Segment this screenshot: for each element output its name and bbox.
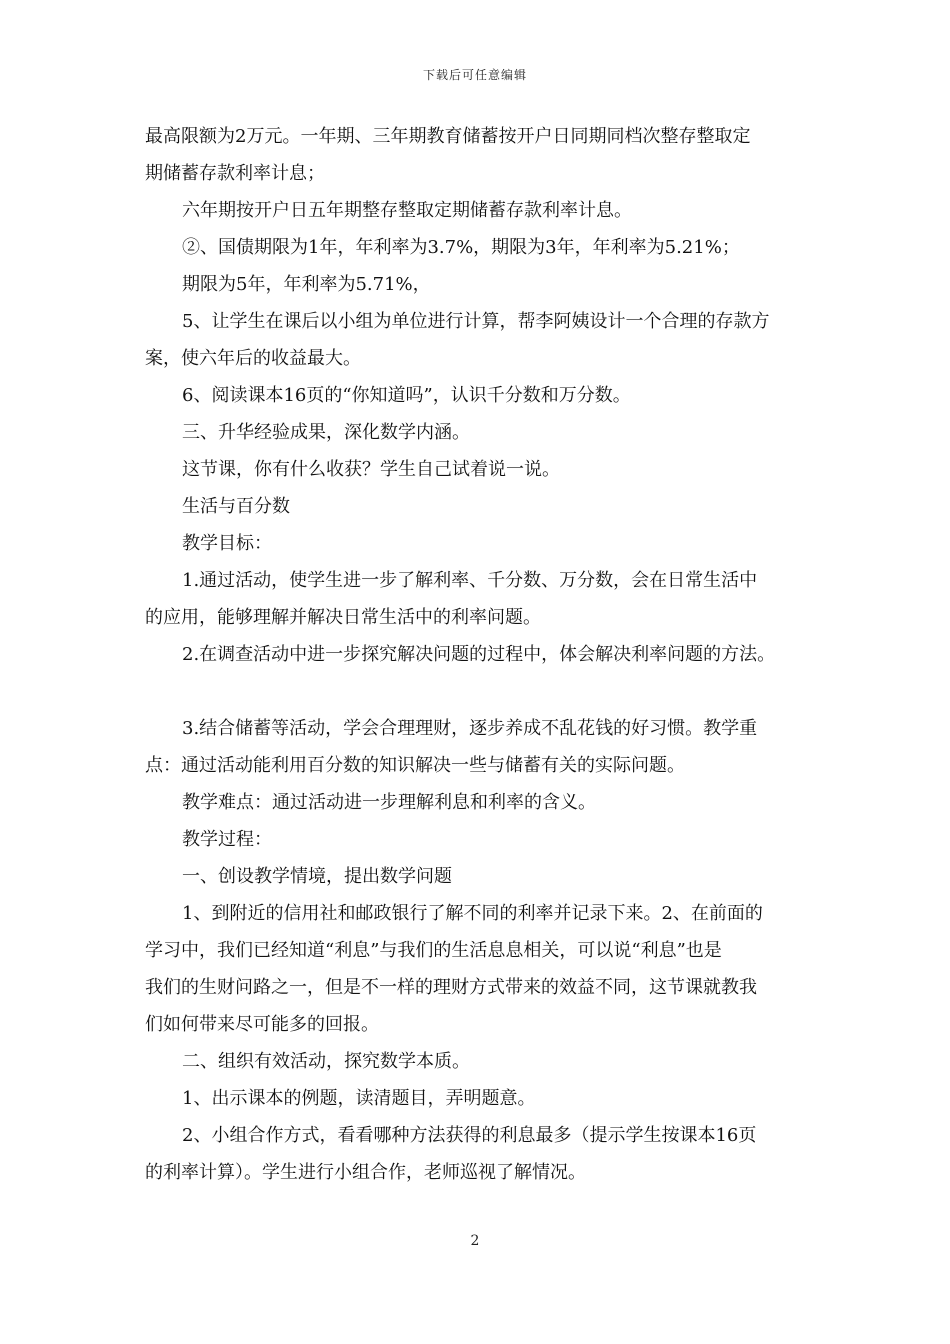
text-line: 期限为5年，年利率为5.71%， xyxy=(182,274,431,295)
section-heading: 三、升华经验成果，深化数学内涵。 xyxy=(182,422,470,443)
text-line: 最高限额为2万元。一年期、三年期教育储蓄按开户日同期同档次整存整取定 xyxy=(145,126,751,147)
text-line: 2.在调查活动中进一步探究解决问题的过程中，体会解决利率问题的方法。 xyxy=(182,644,776,665)
text-line: 们如何带来尽可能多的回报。 xyxy=(145,1014,379,1035)
text-line: 的利率计算）。学生进行小组合作，老师巡视了解情况。 xyxy=(145,1162,586,1183)
text-line: 学习中，我们已经知道“利息”与我们的生活息息相关，可以说“利息”也是 xyxy=(145,940,722,961)
text-line: 点：通过活动能利用百分数的知识解决一些与储蓄有关的实际问题。 xyxy=(145,755,685,776)
text-line: 案，使六年后的收益最大。 xyxy=(145,348,361,369)
text-line: 5、让学生在课后以小组为单位进行计算，帮李阿姨设计一个合理的存款方 xyxy=(182,311,770,332)
blank-line xyxy=(145,673,817,710)
section-heading: 教学过程： xyxy=(182,829,272,850)
text-line: 期储蓄存款利率计息； xyxy=(145,163,325,184)
text-line: ②、国债期限为1年，年利率为3.7%，期限为3年，年利率为5.21%； xyxy=(182,237,740,258)
text-line: 教学难点：通过活动进一步理解利息和利率的含义。 xyxy=(182,792,596,813)
text-line: 1、到附近的信用社和邮政银行了解不同的利率并记录下来。2、在前面的 xyxy=(182,903,763,924)
text-line: 六年期按开户日五年期整存整取定期储蓄存款利率计息。 xyxy=(182,200,632,221)
text-line: 1.通过活动，使学生进一步了解利率、千分数、万分数，会在日常生活中 xyxy=(182,570,758,591)
document-body xyxy=(145,118,817,1191)
text-line: 的应用，能够理解并解决日常生活中的利率问题。 xyxy=(145,607,541,628)
section-heading: 教学目标： xyxy=(182,533,272,554)
text-line: 3.结合储蓄等活动，学会合理理财，逐步养成不乱花钱的好习惯。教学重 xyxy=(182,718,758,739)
page-number: 2 xyxy=(470,1233,480,1249)
text-line: 我们的生财问路之一，但是不一样的理财方式带来的效益不同，这节课就教我 xyxy=(145,977,757,998)
section-heading: 二、组织有效活动，探究数学本质。 xyxy=(182,1051,470,1072)
text-line: 2、小组合作方式，看看哪种方法获得的利息最多（提示学生按课本16页 xyxy=(182,1125,757,1146)
lesson-title: 生活与百分数 xyxy=(182,496,290,517)
text-line: 1、出示课本的例题，读清题目，弄明题意。 xyxy=(182,1088,536,1109)
section-heading: 一、创设教学情境，提出数学问题 xyxy=(182,866,452,887)
page-header: 下载后可任意编辑 xyxy=(422,68,527,82)
text-line: 6、阅读课本16页的“你知道吗”，认识千分数和万分数。 xyxy=(182,385,631,406)
text-line: 这节课，你有什么收获？学生自己试着说一说。 xyxy=(182,459,560,480)
